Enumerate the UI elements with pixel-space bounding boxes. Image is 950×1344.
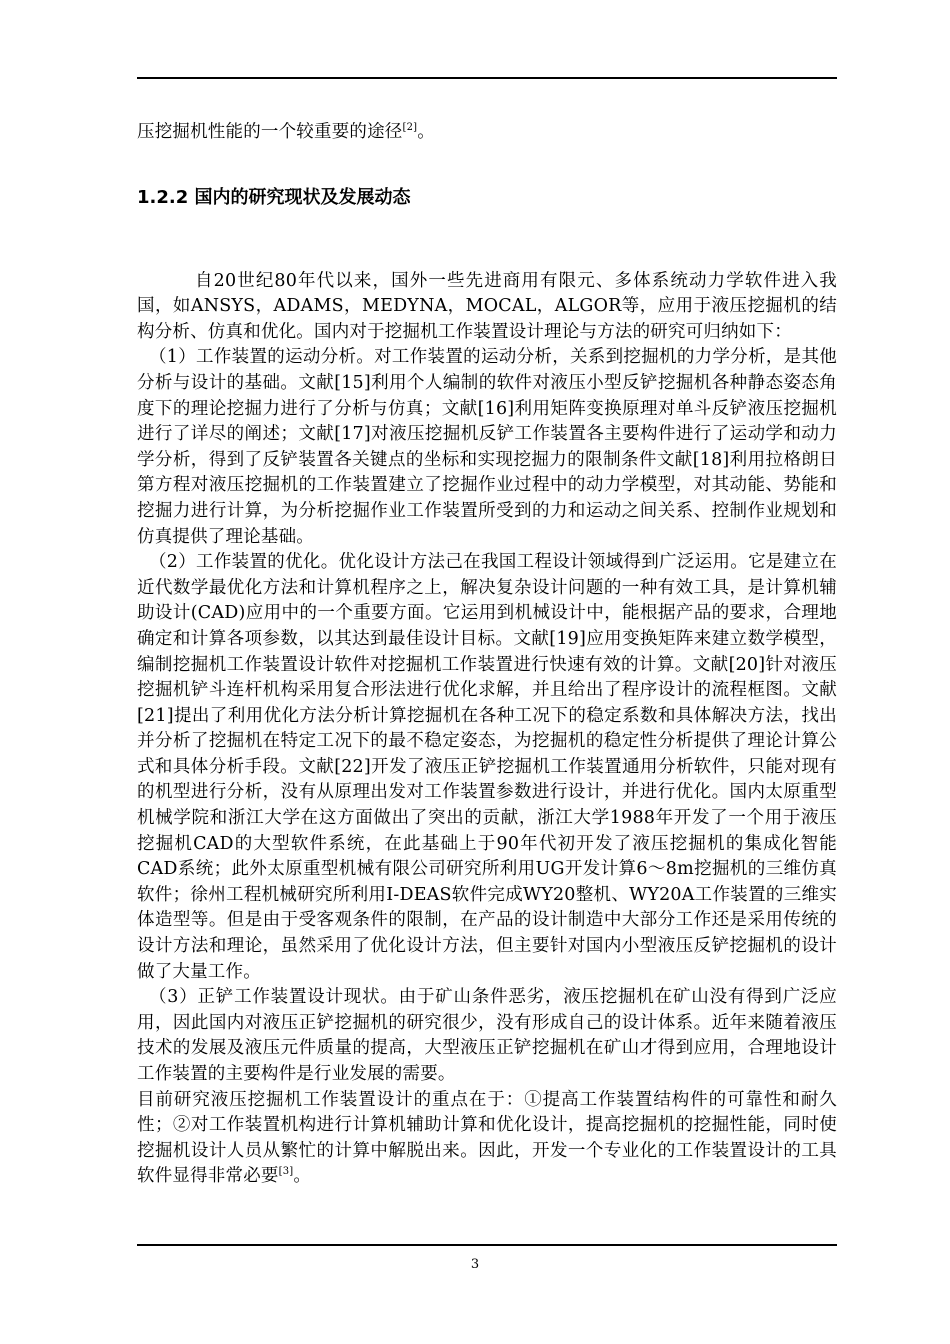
section-heading: 1.2.2 国内的研究现状及发展动态 [137, 186, 411, 208]
citation: [3] [278, 1166, 294, 1178]
paragraph-item-2: （2）工作装置的优化。优化设计方法己在我国工程设计领域得到广泛运用。它是建立在近代数学最优化方法和计算机程序之上，解决复杂设计问题的一种有效工具，是计算机辅助设计(CAD)应用中的一个重要方面。它运用到机械设计中，能根据产品的要求，合理地确定和计算各项参数，以其达到最佳设计目标。文献[19]应用变换矩阵来建立数学模型，编制挖掘机工作装置设计软件对挖掘机工作装置进行快速有效的计算。文献[20]针对液压挖掘机铲斗连杆机构采用复合形法进行优化求解，并且给出了程序设计的流程框图。文献[21]提出了利用优化方法分析计算挖掘机在各种工况下的稳定系数和具体解决方法，找出并分析了挖掘机在特定工况下的最不稳定姿态，为挖掘机的稳定性分析提供了理论计算公式和具体分析手段。文献[22]开发了液压正铲挖掘机工作装置通用分析软件，只能对现有的机型进行分析，没有从原理出发对工作装置参数进行设计，并进行优化。国内太原重型机械学院和浙江大学在这方面做出了突出的贡献，浙江大学1988年开发了一个用于液压挖掘机CAD的大型软件系统，在此基础上于90年代初开发了液压挖掘机的集成化智能CAD系统；此外太原重型机械有限公司研究所利用UG开发计算6～8m挖掘机的三维仿真软件；徐州工程机械研究所利用I-DEAS软件完成WY20整机、WY20A工作装置的三维实体造型等。但是由于受客观条件的限制，在产品的设计制造中大部分工作还是采用传统的设计方法和理论，虽然采用了优化设计方法，但主要针对国内小型液压反铲挖掘机的设计做了大量工作。 [137, 552, 837, 982]
intro-paragraph: 自20世纪80年代以来，国外一些先进商用有限元、多体系统动力学软件进入我国，如ANSYS，ADAMS，MEDYNA，MOCAL，ALGOR等，应用于液压挖掘机的结构分析、仿真和优化。国内对于挖掘机工作装置设计理论与方法的研究可归纳如下： [137, 270, 837, 342]
footer-rule [137, 1244, 837, 1246]
citation: [2] [402, 122, 418, 134]
paragraph-item-3: （3）正铲工作装置设计现状。由于矿山条件恶劣，液压挖掘机在矿山没有得到广泛应用，因此国内对液压正铲挖掘机的研究很少，没有形成自己的设计体系。近年来随着液压技术的发展及液压元件质量的提高，大型液压正铲挖掘机在矿山才得到应用，合理地设计工作装置的主要构件是行业发展的需要。 [137, 987, 837, 1084]
page-number: 3 [470, 1257, 480, 1272]
page-body [137, 120, 837, 1190]
header-rule [137, 77, 837, 79]
continuation-paragraph: 压挖掘机性能的一个较重要的途径[2]。 [137, 122, 435, 142]
summary-paragraph: 目前研究液压挖掘机工作装置设计的重点在于：①提高工作装置结构件的可靠性和耐久性；②对工作装置机构进行计算机辅助计算和优化设计，提高挖掘机的挖掘性能，同时使挖掘机设计人员从繁忙的计算中解脱出来。因此，开发一个专业化的工作装置设计的工具软件显得非常必要[3]。 [137, 1089, 837, 1187]
paragraph-item-1: （1）工作装置的运动分析。对工作装置的运动分析，关系到挖掘机的力学分析，是其他分析与设计的基础。文献[15]利用个人编制的软件对液压小型反铲挖掘机各种静态姿态角度下的理论挖掘力进行了分析与仿真；文献[16]利用矩阵变换原理对单斗反铲液压挖掘机进行了详尽的阐述；文献[17]对液压挖掘机反铲工作装置各主要构件进行了运动学和动力学分析，得到了反铲装置各关键点的坐标和实现挖掘力的限制条件文献[18]利用拉格朗日第方程对液压挖掘机的工作装置建立了挖掘作业过程中的动力学模型，对其动能、势能和挖掘力进行计算，为分析挖掘作业工作装置所受到的力和运动之间关系、控制作业规划和仿真提供了理论基础。 [137, 347, 837, 547]
